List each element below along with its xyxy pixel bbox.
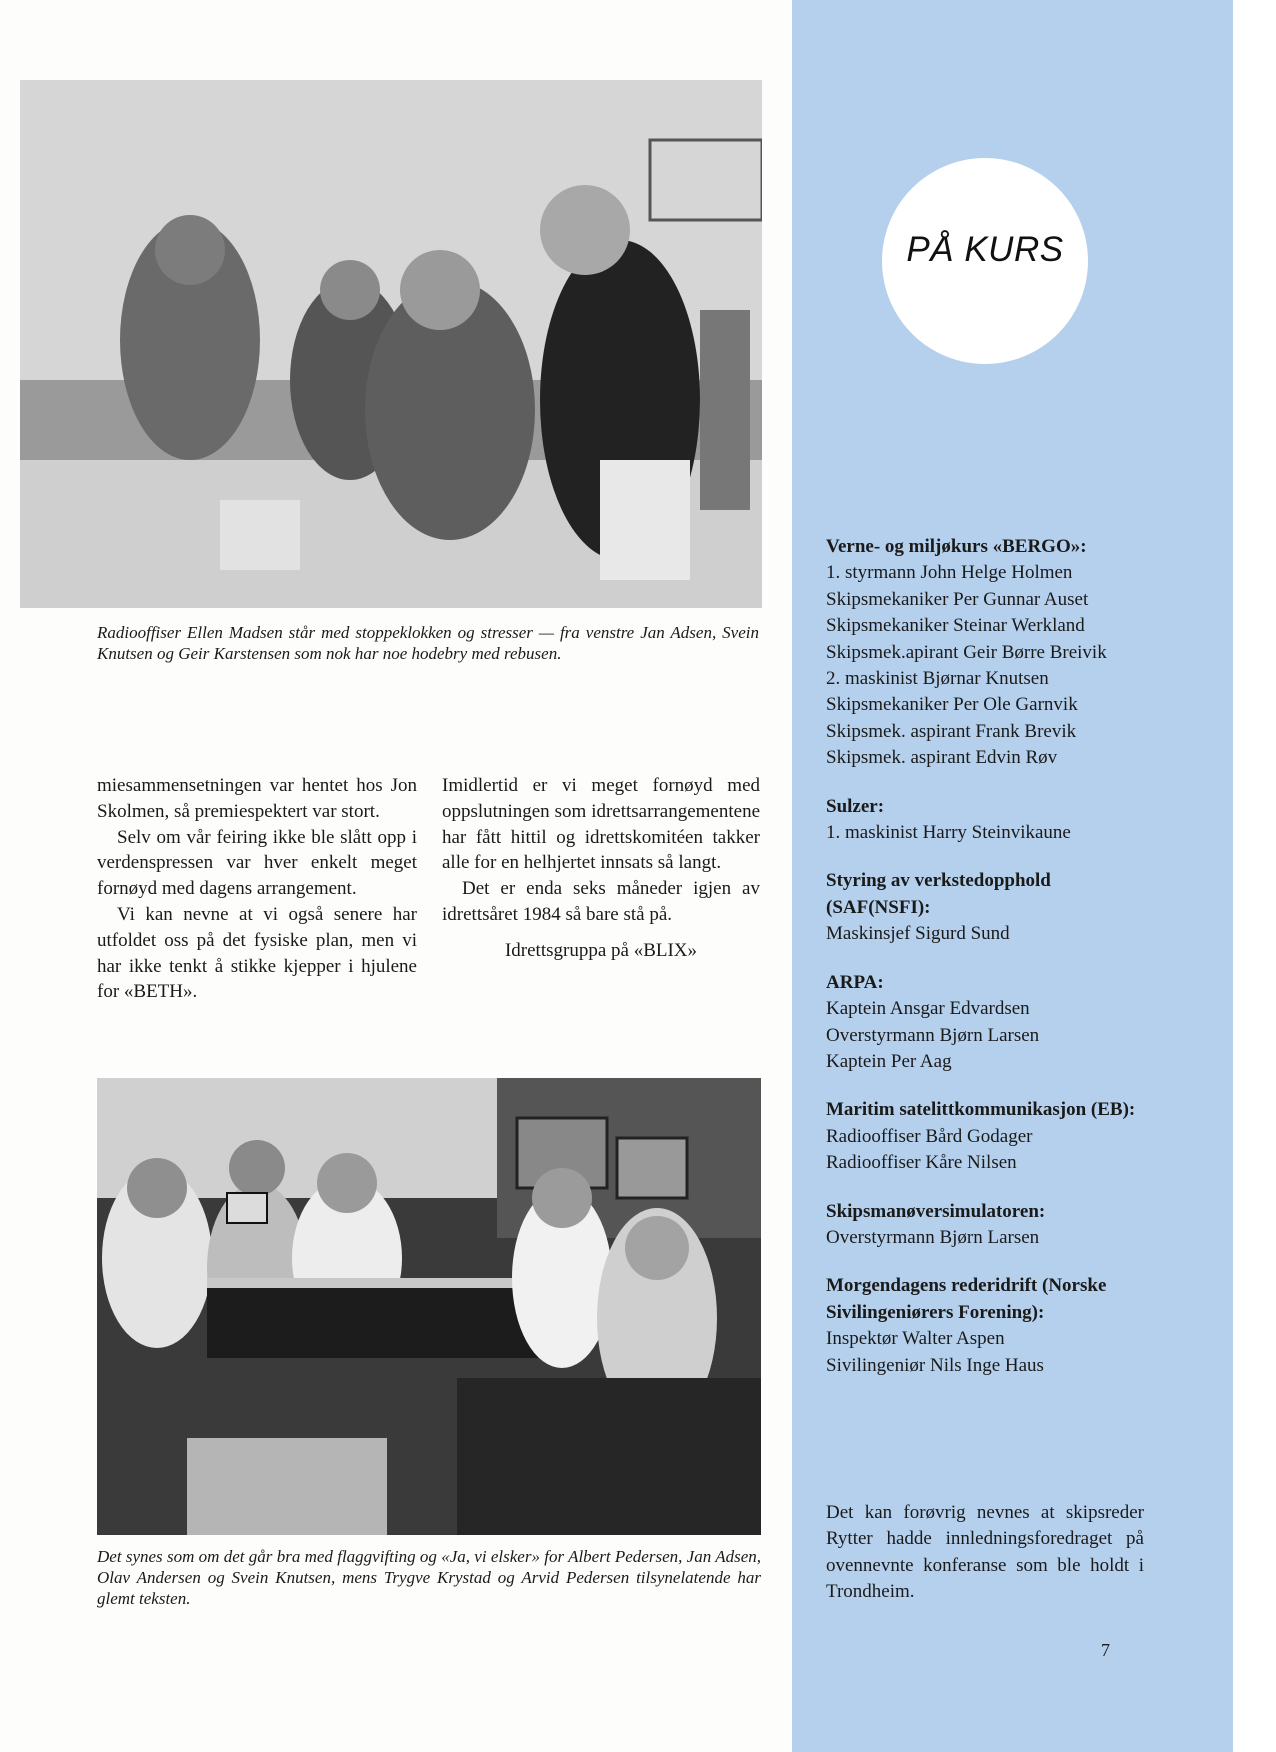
course-participant: Skipsmek.apirant Geir Børre Breivik xyxy=(826,641,1107,663)
course-participant: Kaptein Ansgar Edvardsen xyxy=(826,998,1030,1020)
sidebar-closing-text: Det kan forøvrig nevnes at skipsreder Rytter hadde innledningsforedraget på ovennevnte konferanse som ble holdt i Trondheim. xyxy=(826,1502,1144,1603)
course-participant: Skipsmekaniker Per Gunnar Auset xyxy=(826,588,1089,610)
article-paragraph: Det er enda seks måneder igjen av idrettsåret 1984 så bare stå på. xyxy=(442,878,760,925)
top-photo-caption: Radiooffiser Ellen Madsen står med stoppeklokken og stresser — fra venstre Jan Adsen, Svein Knutsen og Geir Karstensen som nok har noe hodebry med rebusen. xyxy=(97,623,759,663)
course-participant: 2. maskinist Bjørnar Knutsen xyxy=(826,668,1049,690)
course-title: Styring av verkstedopphold (SAF(NSFI): xyxy=(826,870,1051,918)
course-participant: Maskinsjef Sigurd Sund xyxy=(826,923,1010,945)
course-block xyxy=(826,1097,1144,1176)
course-block xyxy=(826,970,1144,1076)
course-block xyxy=(826,1273,1144,1379)
course-block xyxy=(826,868,1144,947)
course-participant: Radiooffiser Kåre Nilsen xyxy=(826,1152,1017,1174)
top-photo xyxy=(20,80,762,608)
article-column-right xyxy=(442,773,760,964)
sidebar-title: PÅ KURS xyxy=(906,230,1064,269)
course-title: ARPA: xyxy=(826,971,884,993)
top-photo-image xyxy=(20,80,762,608)
course-participant: Kaptein Per Aag xyxy=(826,1050,952,1072)
course-participant: Skipsmekaniker Per Ole Garnvik xyxy=(826,694,1078,716)
course-participant: Radiooffiser Bård Godager xyxy=(826,1125,1033,1147)
course-participant: Sivilingeniør Nils Inge Haus xyxy=(826,1354,1044,1376)
course-title: Skipsmanøversimulatoren: xyxy=(826,1200,1046,1222)
bottom-photo-image xyxy=(97,1078,761,1535)
course-participant: 1. maskinist Harry Steinvikaune xyxy=(826,822,1071,844)
course-title: Sulzer: xyxy=(826,795,885,817)
bottom-photo xyxy=(97,1078,761,1535)
course-participant: 1. styrmann John Helge Holmen xyxy=(826,562,1073,584)
course-block xyxy=(826,534,1144,772)
course-block xyxy=(826,794,1144,847)
article-signature: Idrettsgruppa på «BLIX» xyxy=(504,939,698,961)
course-participant: Overstyrmann Bjørn Larsen xyxy=(826,1024,1040,1046)
page-edge xyxy=(1233,0,1276,1752)
course-participant: Skipsmek. aspirant Edvin Røv xyxy=(826,747,1058,769)
article-paragraph: Selv om vår feiring ikke ble slått opp i verdenspressen var hver enkelt meget fornøyd med dagens arrangement. xyxy=(97,826,417,900)
article-paragraph: miesammensetningen var hentet hos Jon Skolmen, så premiespektert var stort. xyxy=(97,775,417,822)
article-paragraph: Imidlertid er vi meget fornøyd med oppslutningen som idrettsarrangementene har fått hittil og idrettskomitéen takker alle for en helhjertet innsats så langt. xyxy=(442,775,760,874)
course-title: Verne- og miljøkurs «BERGO»: xyxy=(826,536,1087,557)
course-block xyxy=(826,1199,1144,1252)
course-title: Maritim satelittkommunikasjon (EB): xyxy=(826,1099,1136,1121)
article-column-left xyxy=(97,773,417,1005)
course-participant: Skipsmekaniker Steinar Werkland xyxy=(826,615,1085,637)
course-participant: Overstyrmann Bjørn Larsen xyxy=(826,1226,1040,1248)
page-number: 7 xyxy=(1101,1640,1110,1660)
bottom-photo-caption: Det synes som om det går bra med flaggvifting og «Ja, vi elsker» for Albert Pedersen, Jan Adsen, Olav Andersen og Svein Knutsen, mens Trygve Krystad og Arvid Pedersen tilsynelatende har glemt teksten. xyxy=(97,1547,761,1608)
article-paragraph: Vi kan nevne at vi også senere har utfoldet oss på det fysiske plan, men vi har ikke tenkt å stikke kjepper i hjulene for «BETH». xyxy=(97,903,417,1003)
course-title: Morgendagens rederidrift (Norske Sivilingeniørers Forening): xyxy=(826,1275,1107,1323)
course-participant: Skipsmek. aspirant Frank Brevik xyxy=(826,720,1077,742)
course-participant: Inspektør Walter Aspen xyxy=(826,1328,1005,1350)
course-list xyxy=(826,534,1144,1401)
